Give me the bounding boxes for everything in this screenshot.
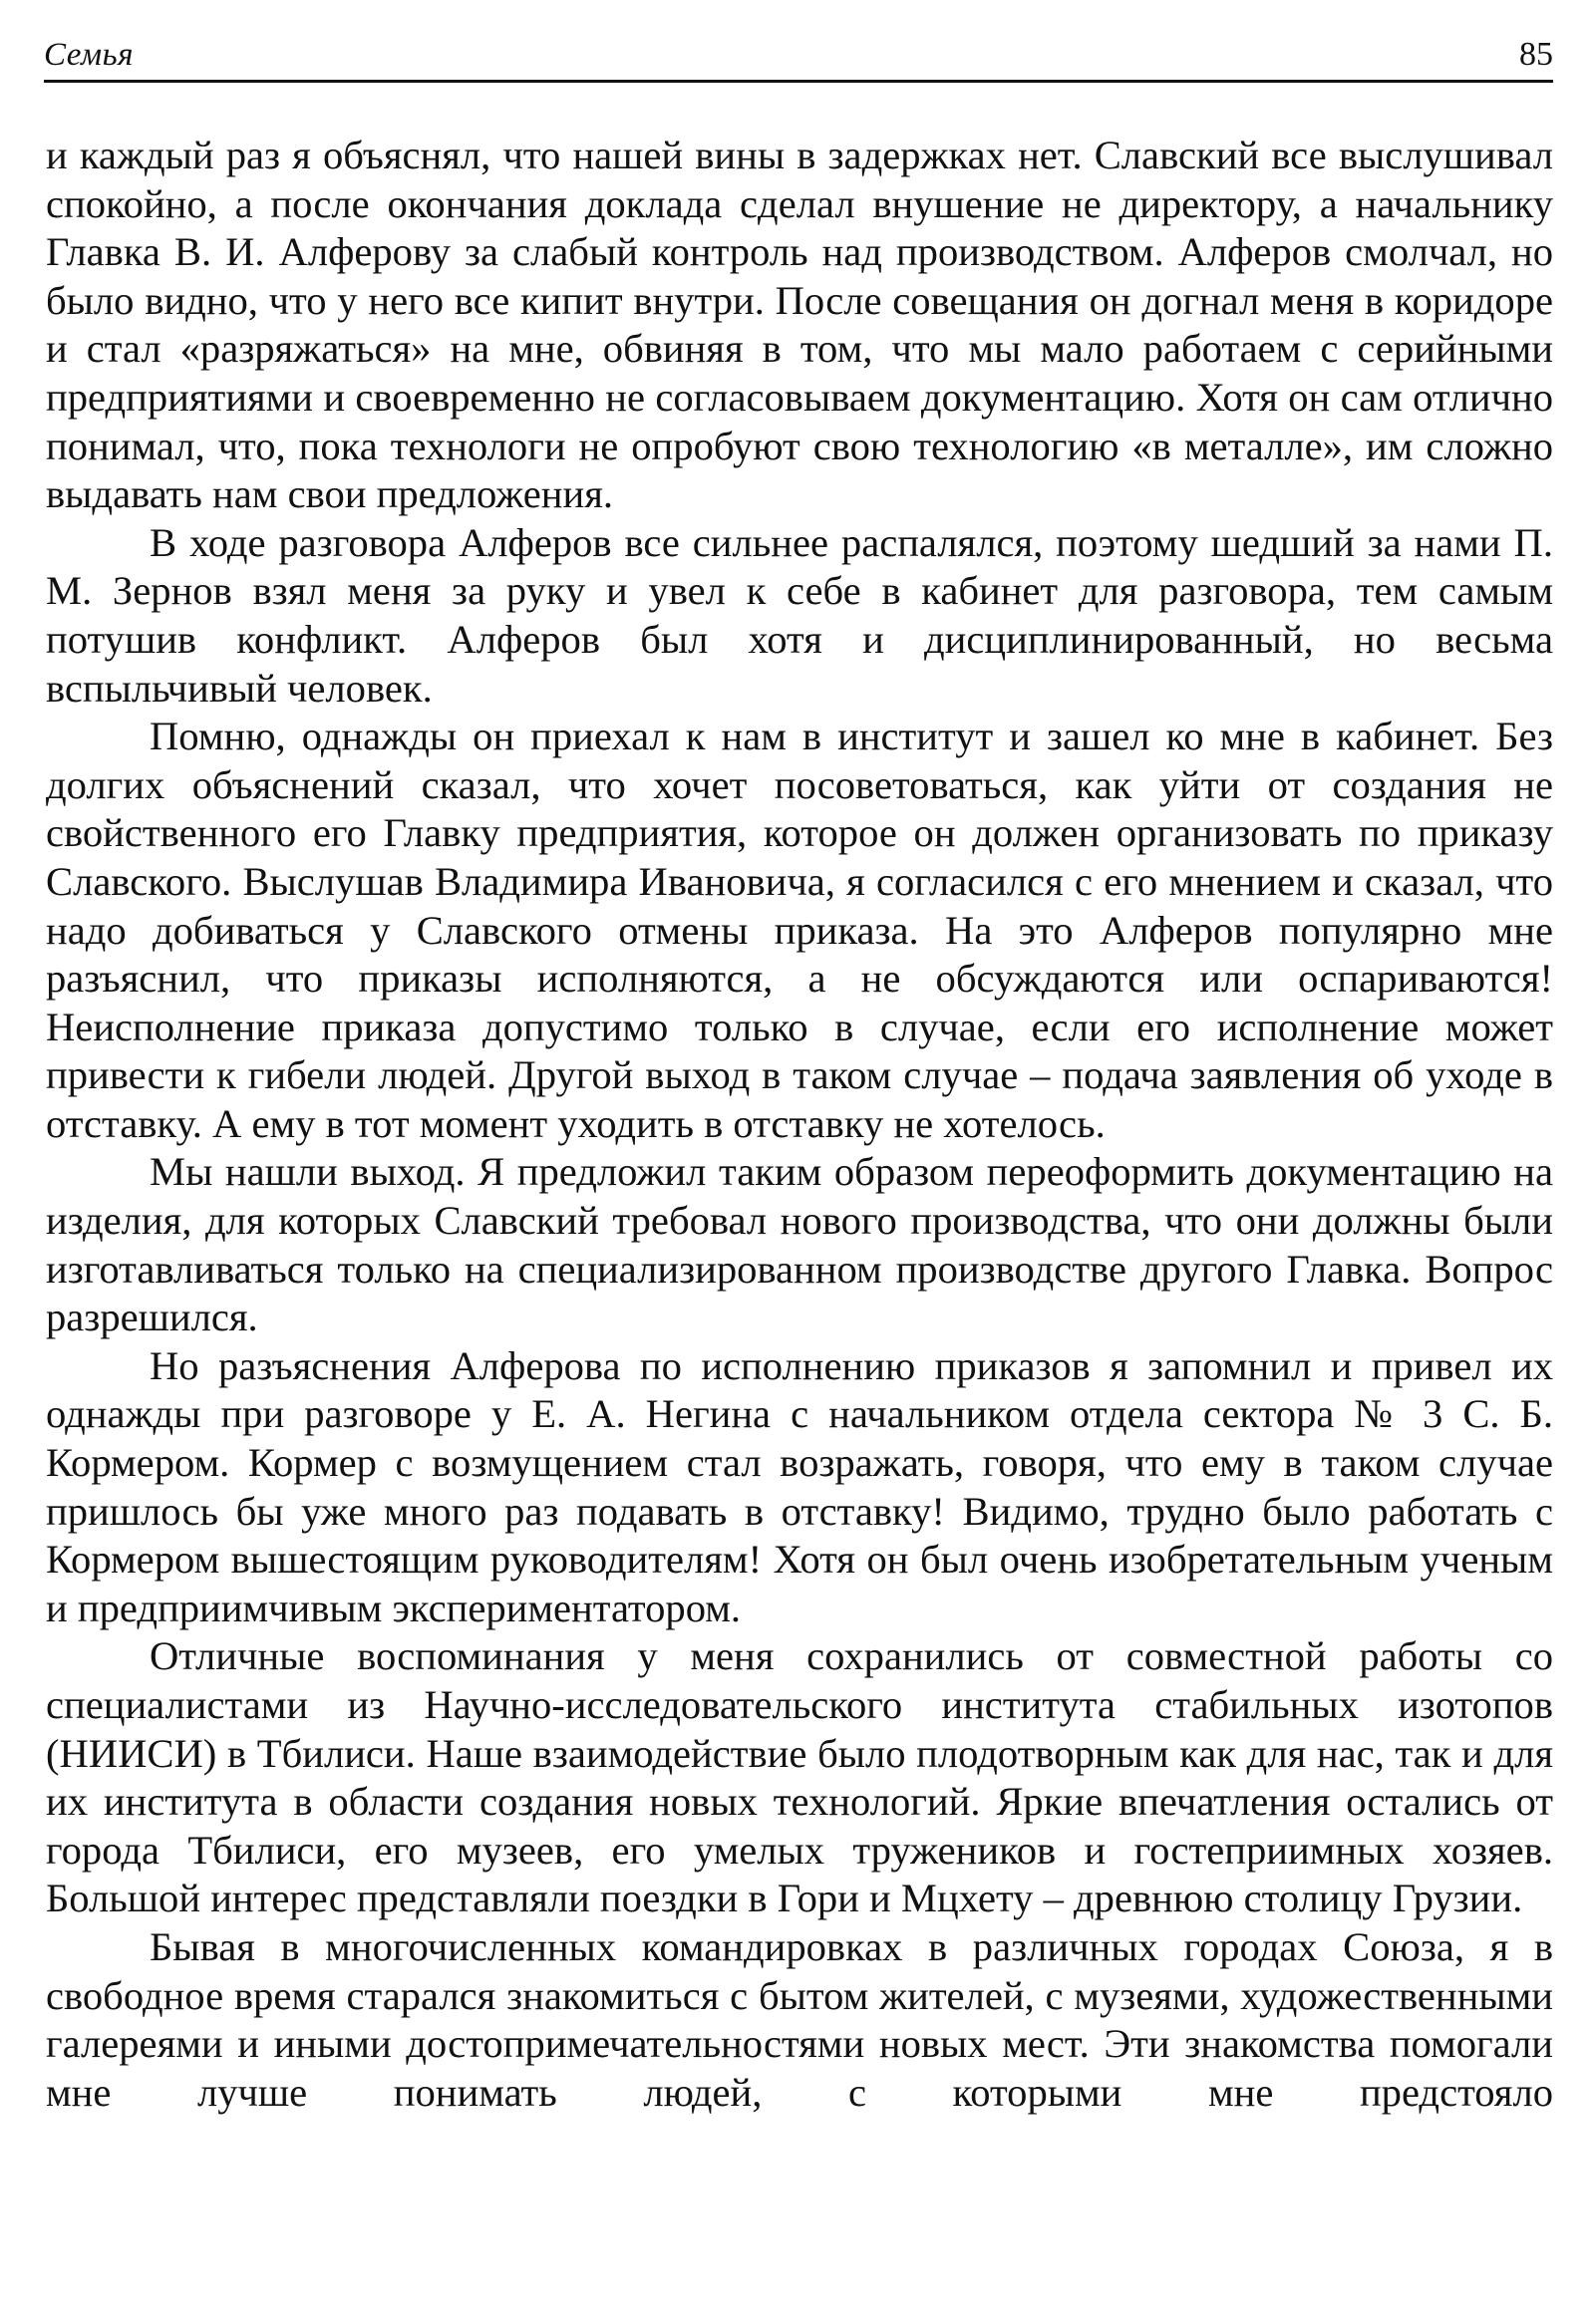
paragraph-3: Помню, однажды он приехал к нам в институт и зашел ко мне в кабинет. Без долгих объяснений сказал, что хочет посоветоваться, как уйти от создания не свойственного его Главку предприятия, которое он должен организовать по приказу Славского. Выслушав Владимира Ивановича, я согласился с его мнением и сказал, что надо добиваться у Славского отмены приказа. На это Алферов популярно мне разъяснил, что приказы исполняются, а не обсуждаются или оспариваются! Неисполнение приказа допустимо только в случае, если его исполнение может привести к гибели людей. Другой выход в таком случае – подача заявления об уходе в отставку. А ему в тот момент уходить в отставку не хотелось. bbox=[46, 714, 1553, 1146]
running-header bbox=[44, 22, 1553, 74]
paragraph-7: Бывая в многочисленных командировках в различных городах Союза, я в свободное время старался знакомиться с бытом жителей, с музеями, художественными галереями и иными достопримечательностями новых мест. Эти знакомства помогали мне лучше понимать людей, с которыми мне предстояло bbox=[46, 1923, 1553, 2115]
running-title: Семья bbox=[44, 37, 134, 73]
page-number: 85 bbox=[1519, 36, 1553, 73]
body-text bbox=[46, 132, 1553, 2117]
paragraph-6: Отличные воспоминания у меня сохранились от совместной работы со специалистами из Научно-исследовательского института стабильных изотопов (НИИСИ) в Тбилиси. Наше взаимодействие было плодотворным как для нас, так и для их института в области создания новых технологий. Яркие впечатления остались от города Тбилиси, его музеев, его умелых тружеников и гостеприимных хозяев. Большой интерес представляли поездки в Гори и Мцхету – древнюю столицу Грузии. bbox=[46, 1633, 1553, 1921]
paragraph-5: Но разъяснения Алферова по исполнению приказов я запомнил и привел их однажды при разговоре у Е. А. Негина с начальником отдела сектора № 3 С. Б. Кормером. Кормер с возмущением стал возражать, говоря, что ему в таком случае пришлось бы уже много раз подавать в отставку! Видимо, трудно было работать с Кормером вышестоящим руководителям! Хотя он был очень изобретательным ученым и предприимчивым экспериментатором. bbox=[46, 1342, 1553, 1630]
paragraph-1: и каждый раз я объяснял, что нашей вины в задержках нет. Славский все выслушивал спокойно, а после окончания доклада сделал внушение не директору, а начальнику Главка В. И. Алферову за слабый контроль над производством. Алферов смолчал, но было видно, что у него все кипит внутри. После совещания он догнал меня в коридоре и стал «разряжаться» на мне, обвиняя в том, что мы мало работаем с серийными предприятиями и своевременно не согласовываем документацию. Хотя он сам отлично понимал, что, пока технологи не опробуют свою технологию «в металле», им сложно выдавать нам свои предложения. bbox=[46, 133, 1553, 517]
paragraph-4: Мы нашли выход. Я предложил таким образом переоформить документацию на изделия, для которых Славский требовал нового производства, что они должны были изготавливаться только на специализированном производстве другого Главка. Вопрос разрешился. bbox=[46, 1149, 1553, 1340]
paragraph-2: В ходе разговора Алферов все сильнее распалялся, поэтому шедший за нами П. М. Зернов взял меня за руку и увел к себе в кабинет для разговора, тем самым потушив конфликт. Алферов был хотя и дисциплинированный, но весьма вспыльчивый человек. bbox=[46, 519, 1553, 711]
header-rule bbox=[44, 80, 1553, 83]
